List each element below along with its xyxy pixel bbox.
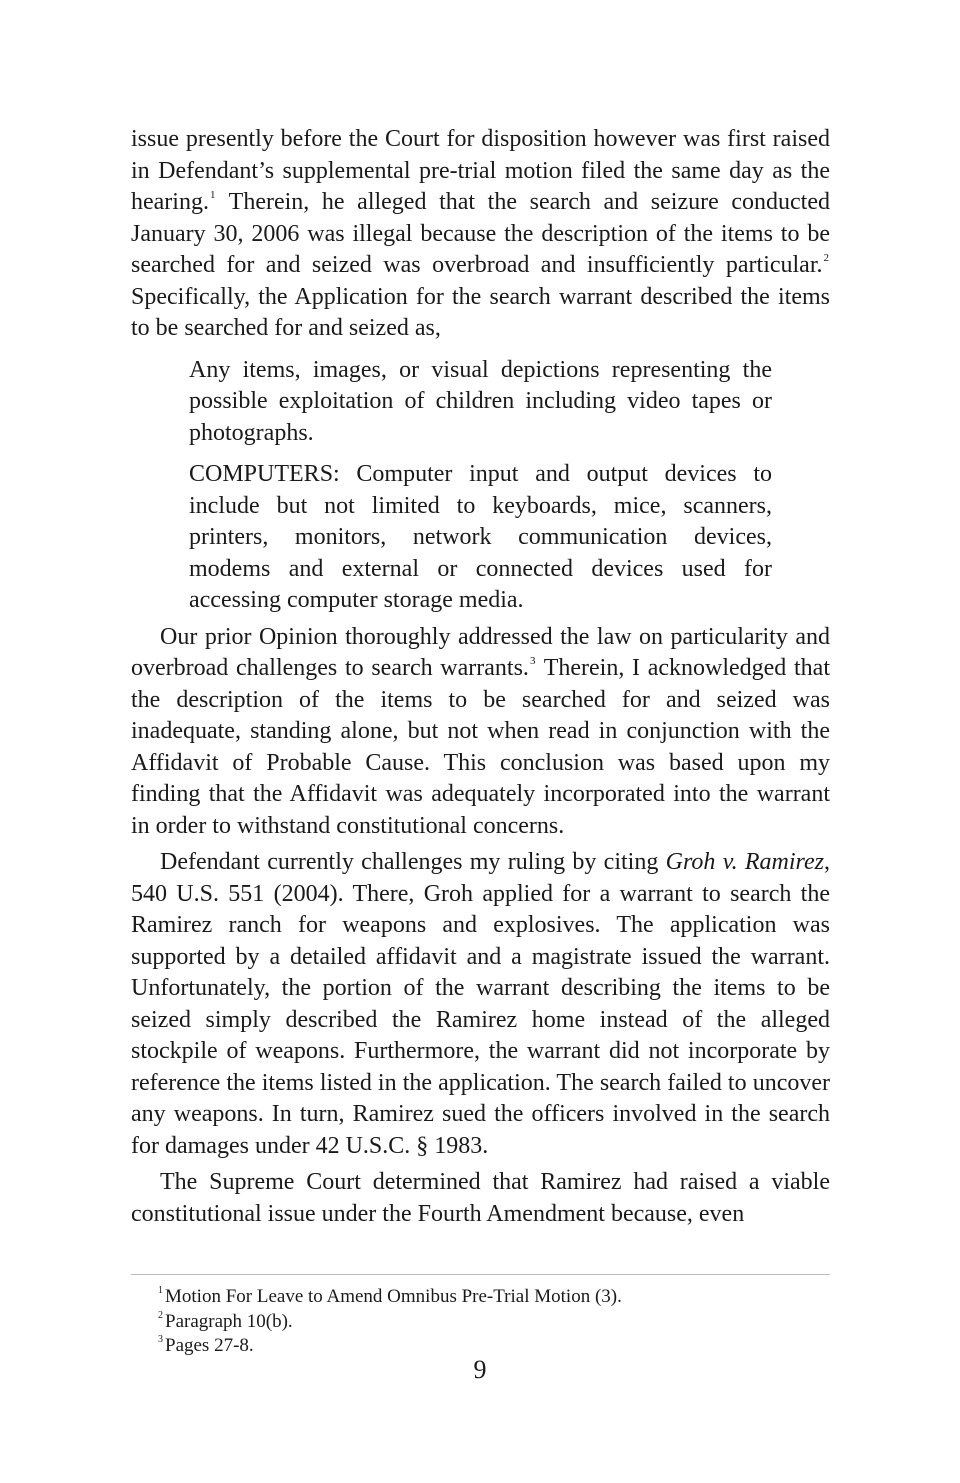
block-quote bbox=[189, 355, 772, 450]
footnote-ref: 2 bbox=[823, 252, 829, 264]
case-citation: Groh v. Ramirez bbox=[665, 849, 824, 875]
footnote-text: Motion For Leave to Amend Omnibus Pre-Trial Motion (3). bbox=[165, 1286, 622, 1307]
footnote-text: Paragraph 10(b). bbox=[165, 1310, 293, 1332]
text-run: Therein, he alleged that the search and seizure conducted January 30, 2006 was illegal because the description of the items to be searched for and seized was overbroad and insufficiently particular. bbox=[131, 189, 830, 278]
page-number: 9 bbox=[473, 1355, 487, 1384]
footnote-marker: 3 bbox=[158, 1334, 163, 1345]
paragraph bbox=[131, 847, 830, 1162]
text-run: Therein, I acknowledged that the description of the items to be searched for and seized was inadequate, standing alone, but not when read in conjunction with the Affidavit of Probable Cause. This conclusion was based upon my finding that the Affidavit was adequately incorporated into the warrant in order to withstand constitutional concerns. bbox=[131, 655, 830, 839]
footnote-ref: 1 bbox=[209, 189, 216, 201]
footnote-ref: 3 bbox=[529, 655, 536, 667]
paragraph bbox=[131, 622, 830, 843]
text-run: COMPUTERS: Computer input and output devices to include but not limited to keyboards, mice, scanners, printers, monitors, network communication devices, modems and external or connected devices used for accessing computer storage media. bbox=[189, 461, 772, 613]
text-run: Specifically, the Application for the search warrant described the items to be searched for and seized as, bbox=[131, 283, 830, 341]
paragraph bbox=[131, 1167, 830, 1230]
footnote-marker: 2 bbox=[158, 1309, 163, 1321]
footnotes bbox=[131, 1274, 830, 1359]
paragraph-continuation bbox=[131, 124, 830, 345]
footnote-text: Pages 27-8. bbox=[165, 1335, 254, 1356]
body-text bbox=[131, 124, 830, 1230]
text-run: Our prior Opinion thoroughly addressed the law on particularity and overbroad challenges to search warrants. bbox=[131, 623, 830, 681]
footnote-1 bbox=[158, 1285, 830, 1310]
text-run: issue presently before the Court for disposition however was first raised in Defendant’s supplemental pre-trial motion filed the same day as the hearing. bbox=[131, 126, 830, 215]
footnote-2 bbox=[158, 1310, 830, 1335]
text-run: Defendant currently challenges my ruling by citing bbox=[160, 849, 666, 875]
text-run: Any items, images, or visual depictions representing the possible exploitation of children including video tapes or photographs. bbox=[189, 356, 772, 446]
block-quote bbox=[189, 459, 772, 617]
footnote-marker: 1 bbox=[158, 1285, 163, 1296]
text-run: The Supreme Court determined that Ramirez had raised a viable constitutional issue under the Fourth Amendment because, even bbox=[131, 1169, 830, 1227]
text-run: , 540 U.S. 551 (2004). There, Groh applied for a warrant to search the Ramirez ranch for weapons and explosives. The application was supported by a detailed affidavit and a magistrate issued the warrant. Unfortunately, the portion of the warrant describing the items to be seized simply described the Ramirez home instead of the alleged stockpile of weapons. Furthermore, the warrant did not incorporate by reference the items listed in the application. The search failed to uncover any weapons. In turn, Ramirez sued the officers involved in the search for damages under 42 U.S.C. § 1983. bbox=[131, 849, 830, 1159]
